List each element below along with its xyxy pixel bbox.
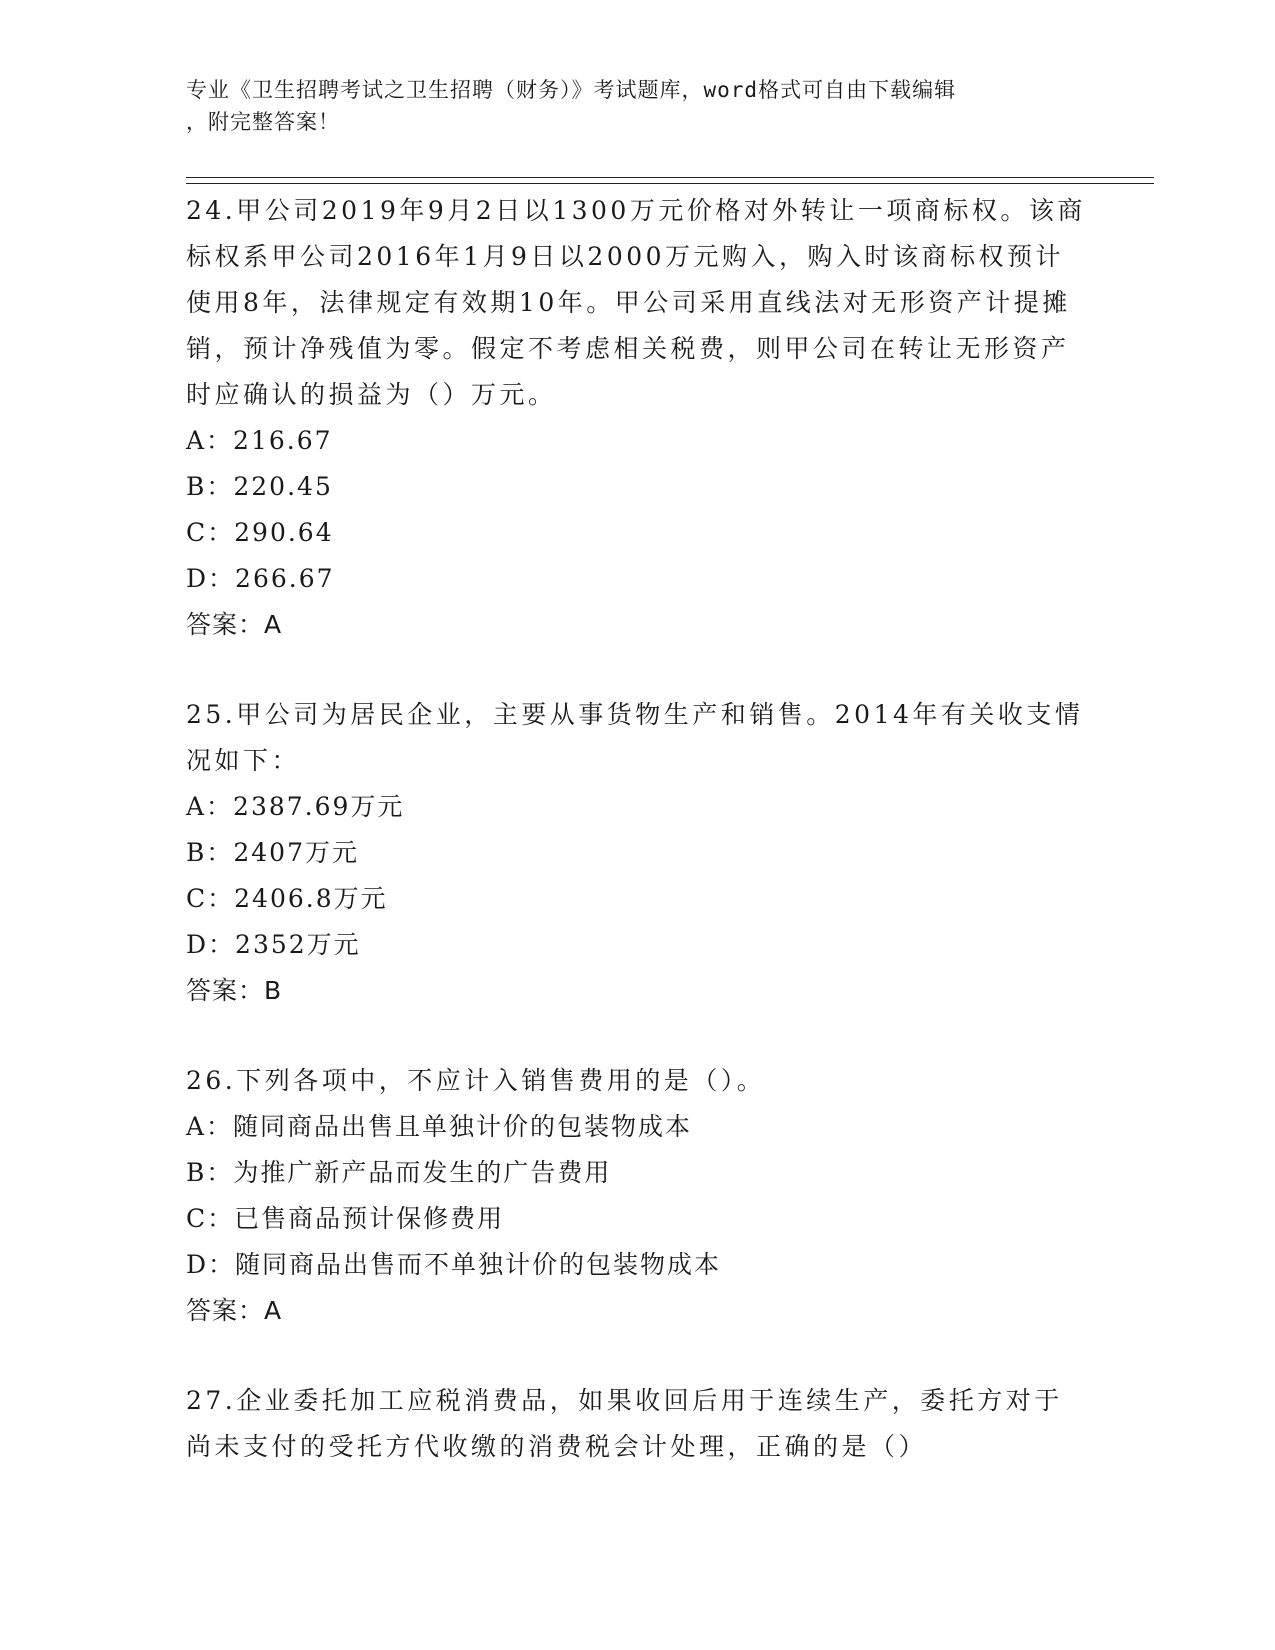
question-stem: 26.下列各项中，不应计入销售费用的是（）。 (186, 1066, 766, 1095)
option-c: C：已售商品预计保修费用 (186, 1204, 505, 1233)
question-25 (186, 692, 1086, 1014)
option-a: A：2387.69万元 (186, 792, 405, 821)
question-26 (186, 1058, 1086, 1334)
option-b: B：为推广新产品而发生的广告费用 (186, 1158, 612, 1187)
page-header (186, 74, 1066, 138)
option-a: A：216.67 (186, 426, 333, 455)
answer-line: 答案：A (186, 610, 283, 639)
answer-line: 答案：A (186, 1296, 283, 1325)
header-rule-bottom (186, 183, 1154, 184)
option-c: C：290.64 (186, 518, 334, 547)
option-c: C：2406.8万元 (186, 884, 388, 913)
question-27 (186, 1378, 1086, 1470)
option-d: D：2352万元 (186, 930, 361, 959)
question-list (186, 188, 1086, 1470)
header-rule-top (186, 177, 1154, 178)
question-stem: 25.甲公司为居民企业，主要从事货物生产和销售。2014年有关收支情况如下： (186, 700, 1084, 775)
option-b: B：220.45 (186, 472, 333, 501)
header-line-2: ，附完整答案！ (186, 110, 340, 134)
answer-line: 答案：B (186, 976, 283, 1005)
option-d: D：266.67 (186, 564, 335, 593)
header-line-1: 专业《卫生招聘考试之卫生招聘（财务）》考试题库，word格式可自由下载编辑 (186, 78, 957, 102)
question-24 (186, 188, 1086, 648)
option-b: B：2407万元 (186, 838, 359, 867)
option-a: A：随同商品出售且单独计价的包装物成本 (186, 1112, 693, 1141)
question-stem: 24.甲公司2019年9月2日以1300万元价格对外转让一项商标权。该商标权系甲公司2016年1月9日以2000万元购入，购入时该商标权预计使用8年，法律规定有效期10年。甲公司采用直线法对无形资产计提摊销，预计净残值为零。假定不考虑相关税费，则甲公司在转让无形资产时应确认的损益为（）万元。 (186, 196, 1086, 409)
option-d: D：随同商品出售而不单独计价的包装物成本 (186, 1250, 722, 1279)
question-stem: 27.企业委托加工应税消费品，如果收回后用于连续生产，委托方对于尚未支付的受托方代收缴的消费税会计处理，正确的是（） (186, 1386, 1063, 1461)
